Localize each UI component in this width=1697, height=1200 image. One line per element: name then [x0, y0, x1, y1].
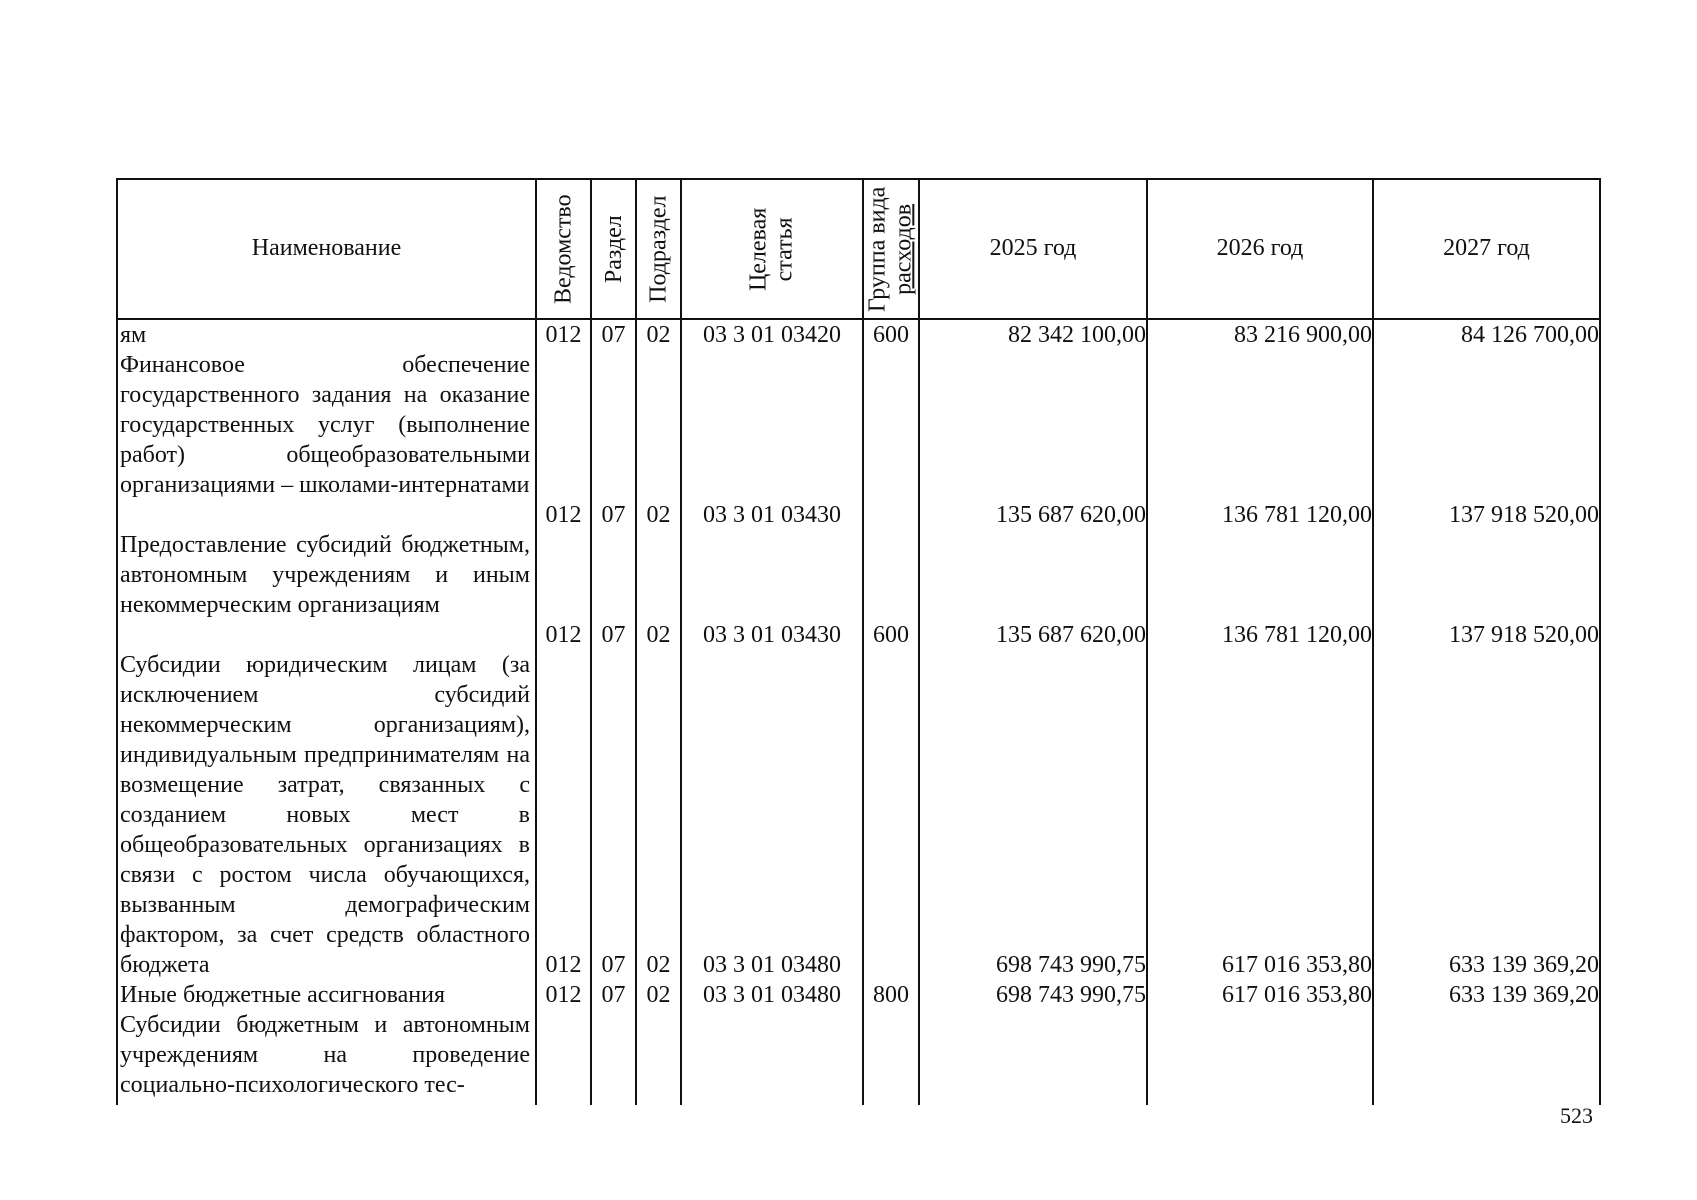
header-celevaya-statya: Целевая статья — [745, 207, 798, 291]
header-name: Наименование — [251, 235, 402, 262]
row-name: Иные бюджетные ассигнования — [120, 982, 445, 1008]
row-name: Субсидии юридическим лицам (за исключением субсидий некоммерческим организациям), индивидуальным предпринимателям на возмещение затрат, связанных с созданием новых мест в общеобразовательных организациях в связи с ростом числа обучающихся, вызванным демографическим фактором, за счет средств областного бюджета — [120, 652, 530, 978]
row-name: Субсидии бюджетным и автономным учреждениям на проведение социально-психологического тес- — [120, 1012, 530, 1098]
row-vedomstvo: 012 — [545, 982, 582, 1008]
header-year-2025: 2025 год — [989, 235, 1077, 262]
row-vedomstvo: 012 — [545, 622, 582, 648]
row-razdel: 07 — [601, 952, 626, 978]
row-razdel: 07 — [601, 502, 626, 528]
row-amount-2027: 137 918 520,00 — [1449, 622, 1599, 648]
row-razdel: 07 — [601, 622, 626, 648]
row-amount-2027: 84 126 700,00 — [1461, 322, 1599, 348]
header-year-2027: 2027 год — [1443, 235, 1530, 262]
row-podrazdel: 02 — [646, 322, 671, 348]
row-amount-2027: 137 918 520,00 — [1449, 502, 1599, 528]
row-name: ям — [120, 322, 147, 348]
header-year-2026: 2026 год — [1216, 235, 1304, 262]
row-vedomstvo: 012 — [545, 952, 582, 978]
row-amount-2026: 617 016 353,80 — [1222, 952, 1372, 978]
row-amount-2025: 135 687 620,00 — [996, 622, 1146, 648]
row-amount-2026: 617 016 353,80 — [1222, 982, 1372, 1008]
header-podrazdel: Подраздел — [645, 195, 672, 303]
row-gruppa: 800 — [873, 982, 909, 1008]
row-gruppa: 600 — [873, 622, 909, 648]
row-celevaya-statya: 03 3 01 03420 — [703, 322, 841, 348]
row-name: Предоставление субсидий бюджетным, автономным учреждениям и иным некоммерческим организациям — [120, 532, 530, 618]
row-podrazdel: 02 — [646, 502, 671, 528]
row-podrazdel: 02 — [646, 622, 671, 648]
row-podrazdel: 02 — [646, 952, 671, 978]
row-amount-2027: 633 139 369,20 — [1449, 952, 1599, 978]
row-vedomstvo: 012 — [545, 322, 582, 348]
row-amount-2025: 698 743 990,75 — [996, 982, 1146, 1008]
row-celevaya-statya: 03 3 01 03430 — [703, 622, 841, 648]
row-amount-2027: 633 139 369,20 — [1449, 982, 1599, 1008]
page-number: 523 — [1560, 1103, 1593, 1128]
row-celevaya-statya: 03 3 01 03480 — [703, 952, 841, 978]
header-gruppa-vida-rashodov: Группа вида расходов — [864, 186, 917, 312]
row-podrazdel: 02 — [646, 982, 671, 1008]
header-vedomstvo: Ведомство — [550, 194, 577, 304]
row-name: Финансовое обеспечение государственного задания на оказание государственных услуг (выполнение работ) общеобразовательными организациями – школами-интернатами — [120, 352, 530, 498]
row-vedomstvo: 012 — [545, 502, 582, 528]
header-razdel: Раздел — [600, 215, 627, 283]
row-razdel: 07 — [601, 982, 626, 1008]
row-amount-2025: 82 342 100,00 — [1008, 322, 1146, 348]
row-amount-2026: 83 216 900,00 — [1234, 322, 1372, 348]
row-amount-2026: 136 781 120,00 — [1222, 502, 1372, 528]
row-amount-2025: 135 687 620,00 — [996, 502, 1146, 528]
row-amount-2026: 136 781 120,00 — [1222, 622, 1372, 648]
row-razdel: 07 — [601, 322, 626, 348]
row-celevaya-statya: 03 3 01 03430 — [703, 502, 841, 528]
row-celevaya-statya: 03 3 01 03480 — [703, 982, 841, 1008]
row-gruppa: 600 — [873, 322, 909, 348]
row-amount-2025: 698 743 990,75 — [996, 952, 1146, 978]
